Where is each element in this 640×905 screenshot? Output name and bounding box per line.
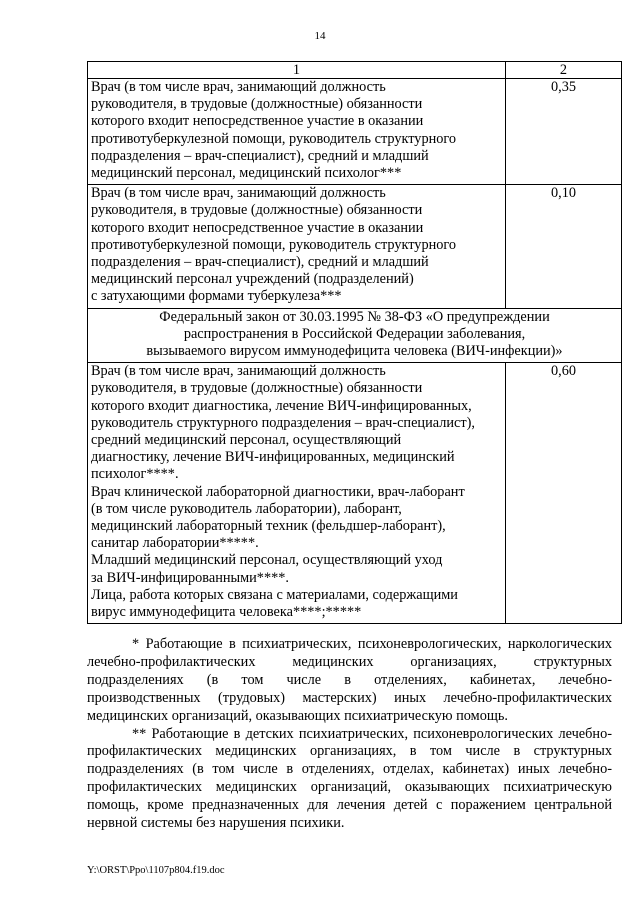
cell-line: руководителя, в трудовые (должностные) обязанности bbox=[91, 380, 423, 397]
file-path-footer: Y:\ORST\Ppo\1107p804.f19.doc bbox=[87, 865, 225, 876]
row-3-description bbox=[88, 363, 506, 624]
footnote-line: лечебно-профилактических медицинских организациях, структурных bbox=[87, 653, 612, 670]
footnote-2 bbox=[87, 726, 612, 833]
footnote-line: производственных (трудовых) мастерских) иных лечебно-профилактических bbox=[87, 689, 612, 706]
cell-line: Врач (в том числе врач, занимающий должность bbox=[91, 79, 386, 95]
cell-line: руководитель структурного подразделения – врач-специалист), bbox=[91, 414, 475, 431]
cell-line: медицинский персонал учреждений (подразделений) bbox=[91, 271, 414, 288]
footnote-line: подразделениях (в том числе в отделениях, кабинетах, лечебно- bbox=[87, 671, 612, 688]
footnote-line: ** Работающие в детских психиатрических, психоневрологических лечебно- bbox=[132, 725, 612, 742]
coefficient-table bbox=[87, 61, 622, 624]
footnote-line: медицинских организаций, оказывающих психиатрическую помощь. bbox=[87, 707, 508, 724]
cell-line: вирус иммунодефицита человека****;***** bbox=[91, 604, 362, 621]
row-2-coefficient: 0,10 bbox=[506, 185, 622, 308]
cell-line: Младший медицинский персонал, осуществляющий уход bbox=[91, 552, 443, 569]
cell-line: подразделения – врач-специалист), средний и младший bbox=[91, 147, 429, 164]
cell-line: подразделения – врач-специалист), средний и младший bbox=[91, 254, 429, 271]
column-2-header: 2 bbox=[506, 62, 622, 79]
cell-line: медицинский персонал, медицинский психолог*** bbox=[91, 165, 402, 182]
cell-line: за ВИЧ-инфицированными****. bbox=[91, 569, 289, 586]
row-3-coefficient: 0,60 bbox=[506, 363, 622, 624]
section-title-line: распространения в Российской Федерации заболевания, bbox=[183, 325, 526, 342]
footnotes bbox=[87, 636, 612, 833]
footnote-line: профилактических медицинских организациях, в том числе в структурных bbox=[87, 743, 612, 760]
cell-line: Лица, работа которых связана с материалами, содержащими bbox=[91, 586, 458, 603]
footnote-line: нервной системы без нарушения психики. bbox=[87, 815, 345, 832]
cell-line: руководителя, в трудовые (должностные) обязанности bbox=[91, 96, 423, 113]
section-title-row bbox=[88, 308, 622, 363]
cell-line: диагностику, лечение ВИЧ-инфицированных, медицинский bbox=[91, 449, 455, 466]
section-title bbox=[88, 308, 622, 363]
cell-line: которого входит непосредственное участие в оказании bbox=[91, 219, 424, 236]
column-1-header: 1 bbox=[88, 62, 506, 79]
cell-line: которого входит диагностика, лечение ВИЧ-инфицированных, bbox=[91, 397, 472, 414]
cell-line: Врач (в том числе врач, занимающий должность bbox=[91, 363, 386, 380]
cell-line: противотуберкулезной помощи, руководитель структурного bbox=[91, 130, 457, 147]
cell-line: противотуберкулезной помощи, руководитель структурного bbox=[91, 236, 457, 253]
footnote-1 bbox=[87, 636, 612, 726]
cell-line: которого входит непосредственное участие в оказании bbox=[91, 113, 424, 130]
section-title-line: вызываемого вирусом иммунодефицита человека (ВИЧ-инфекции)» bbox=[146, 343, 563, 360]
footnote-line: * Работающие в психиатрических, психоневрологических, наркологических bbox=[132, 636, 612, 652]
footnote-line: помощь, кроме предназначенных для лечения детей с поражением центральной bbox=[87, 797, 612, 814]
cell-line: средний медицинский персонал, осуществляющий bbox=[91, 432, 402, 449]
cell-line: психолог****. bbox=[91, 466, 179, 483]
page-number: 14 bbox=[314, 30, 326, 42]
row-2-description bbox=[88, 185, 506, 308]
table-header-row bbox=[88, 62, 622, 79]
footnote-line: подразделениях (в том числе в отделениях, отделах, кабинетах) иных лечебно- bbox=[87, 761, 612, 778]
cell-line: санитар лаборатории*****. bbox=[91, 535, 259, 552]
row-1-description bbox=[88, 79, 506, 185]
section-title-line: Федеральный закон от 30.03.1995 № 38-ФЗ «О предупреждении bbox=[159, 308, 550, 325]
table-row bbox=[88, 185, 622, 308]
cell-line: руководителя, в трудовые (должностные) обязанности bbox=[91, 202, 423, 219]
cell-line: медицинский лабораторный техник (фельдшер-лаборант), bbox=[91, 518, 446, 535]
cell-line: с затухающими формами туберкулеза*** bbox=[91, 288, 342, 305]
cell-line: Врач клинической лабораторной диагностики, врач-лаборант bbox=[91, 483, 465, 500]
cell-line: Врач (в том числе врач, занимающий должность bbox=[91, 185, 386, 202]
cell-line: (в том числе руководитель лаборатории), лаборант, bbox=[91, 500, 402, 517]
table-row bbox=[88, 363, 622, 624]
table-row bbox=[88, 79, 622, 185]
footnote-line: профилактических медицинских организаций, оказывающих психиатрическую bbox=[87, 779, 612, 796]
row-1-coefficient: 0,35 bbox=[506, 79, 622, 185]
